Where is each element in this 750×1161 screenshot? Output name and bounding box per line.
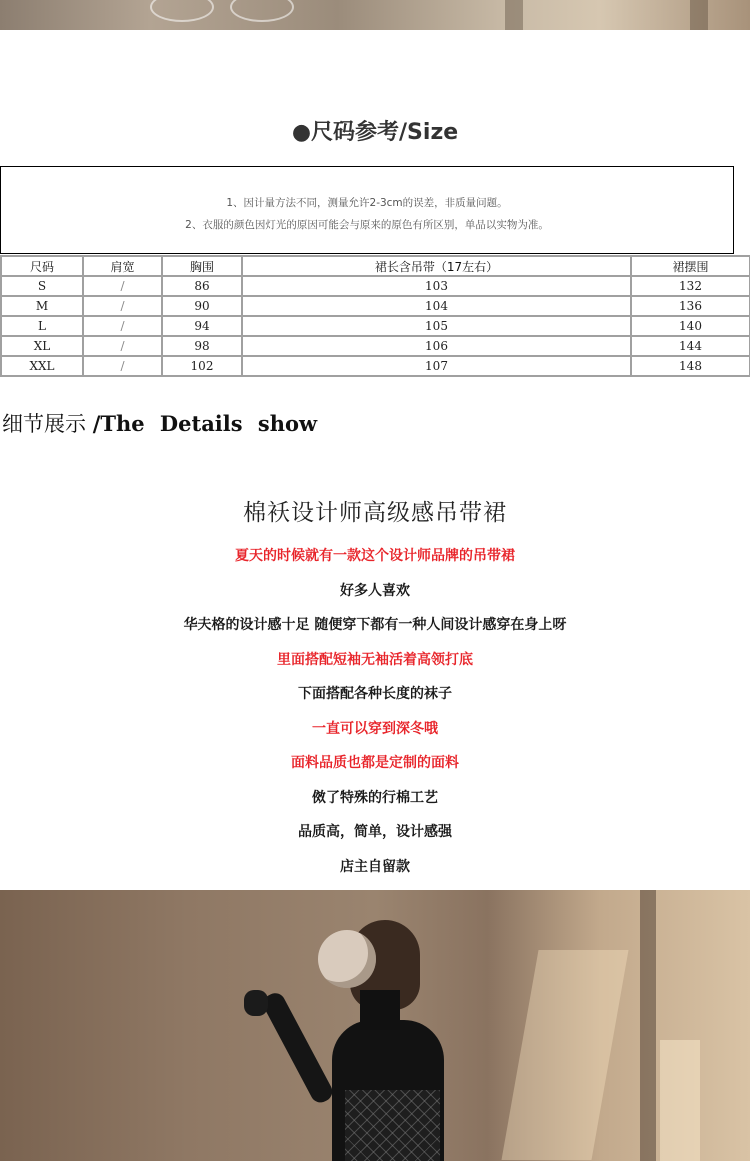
measurement-note: 1、因计量方法不同，测量允许2-3cm的误差，非质量问题。 (226, 197, 508, 209)
description-line: 下面搭配各种长度的袜子 (298, 686, 452, 702)
table-header-cell: 裙长含吊带（17左右） (242, 256, 631, 276)
table-row (1, 356, 750, 376)
table-cell: 86 (162, 276, 242, 296)
table-cell: XL (1, 336, 83, 356)
table-cell: 94 (162, 316, 242, 336)
size-table (0, 255, 750, 377)
photo-detail (150, 0, 214, 22)
photo-detail (505, 0, 523, 30)
table-cell: / (83, 276, 162, 296)
details-heading (2, 408, 317, 438)
table-cell: 132 (631, 276, 750, 296)
description-line: 好多人喜欢 (340, 583, 410, 599)
table-header-cell: 裙摆围 (631, 256, 750, 276)
photo-detail (660, 1040, 700, 1161)
photo-detail (345, 1090, 440, 1161)
photo-detail (230, 0, 294, 22)
description-line: 里面搭配短袖无袖活着高领打底 (277, 652, 473, 668)
description-line: 品质高，简单，设计感强 (298, 824, 452, 840)
table-cell: M (1, 296, 83, 316)
table-header-cell: 尺码 (1, 256, 83, 276)
measurement-notes-box (0, 166, 734, 254)
table-cell: 144 (631, 336, 750, 356)
measurement-note: 2、衣服的颜色因灯光的原因可能会与原来的原色有所区别，单品以实物为准。 (185, 219, 549, 231)
table-header-cell: 肩宽 (83, 256, 162, 276)
table-cell: 103 (242, 276, 631, 296)
table-cell: / (83, 356, 162, 376)
table-row (1, 296, 750, 316)
photo-detail (318, 930, 376, 988)
photo-detail (244, 990, 268, 1016)
description-line: 店主自留款 (340, 859, 410, 875)
details-heading-cn: 细节展示 (2, 412, 86, 436)
table-cell: / (83, 336, 162, 356)
photo-detail (360, 990, 400, 1030)
description-line: 一直可以穿到深冬哦 (312, 721, 438, 737)
table-cell: 98 (162, 336, 242, 356)
table-cell: / (83, 296, 162, 316)
table-cell: 148 (631, 356, 750, 376)
photo-detail (690, 0, 708, 30)
size-heading: ●尺码参考/Size (291, 120, 459, 145)
description-line: 夏天的时候就有一款这个设计师品牌的吊带裙 (235, 548, 515, 564)
photo-detail (640, 890, 656, 1161)
table-header-row (1, 256, 750, 276)
table-row (1, 276, 750, 296)
table-cell: 104 (242, 296, 631, 316)
model-photo (0, 890, 750, 1161)
table-cell: 107 (242, 356, 631, 376)
table-cell: / (83, 316, 162, 336)
product-title: 棉袄设计师高级感吊带裙 (243, 500, 507, 526)
description-line: 傚了特殊的行棉工艺 (312, 790, 438, 806)
table-cell: 106 (242, 336, 631, 356)
table-cell: 90 (162, 296, 242, 316)
table-row (1, 316, 750, 336)
photo-detail (501, 950, 628, 1160)
table-cell: XXL (1, 356, 83, 376)
top-product-photo (0, 0, 750, 30)
description-line: 面料品质也都是定制的面料 (291, 755, 459, 771)
table-cell: L (1, 316, 83, 336)
table-cell: 102 (162, 356, 242, 376)
table-cell: 136 (631, 296, 750, 316)
details-heading-en: /The Details show (92, 411, 318, 436)
table-cell: 105 (242, 316, 631, 336)
table-cell: S (1, 276, 83, 296)
table-header-cell: 胸围 (162, 256, 242, 276)
description-line: 华夫格的设计感十足 随便穿下都有一种人间设计感穿在身上呀 (183, 617, 567, 633)
table-cell: 140 (631, 316, 750, 336)
table-row (1, 336, 750, 356)
photo-detail (260, 990, 336, 1106)
